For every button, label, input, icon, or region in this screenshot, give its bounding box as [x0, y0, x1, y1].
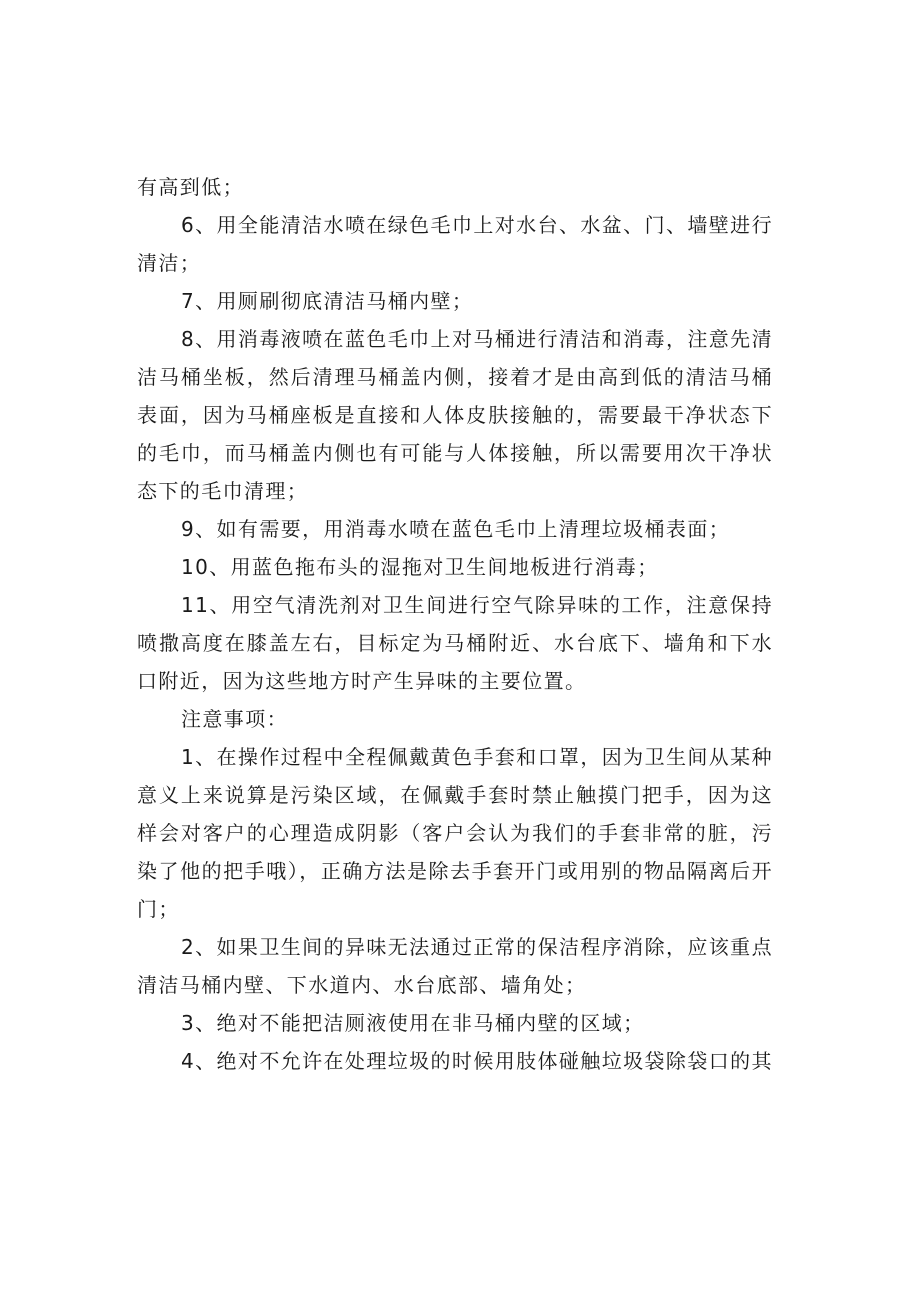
note-3: 3、绝对不能把洁厕液使用在非马桶内壁的区域；	[181, 1011, 645, 1035]
step-6: 6、用全能清洁水喷在绿色毛巾上对水台、水盆、门、墙壁进行清洁；	[137, 213, 773, 275]
step-9: 9、如有需要，用消毒水喷在蓝色毛巾上清理垃圾桶表面；	[181, 517, 731, 541]
step-11: 11、用空气清洗剂对卫生间进行空气除异味的工作，注意保持喷撒高度在膝盖左右，目标定为马桶附近、水台底下、墙角和下水口附近，因为这些地方时产生异味的主要位置。	[137, 593, 773, 693]
step-7: 7、用厕刷彻底清洁马桶内壁；	[181, 289, 474, 313]
document-body	[137, 168, 773, 1080]
continuation-line: 有高到低；	[137, 175, 244, 199]
step-8: 8、用消毒液喷在蓝色毛巾上对马桶进行清洁和消毒，注意先清洁马桶坐板，然后清理马桶盖内侧，接着才是由高到低的清洁马桶表面，因为马桶座板是直接和人体皮肤接触的，需要最干净状态下的毛巾，而马桶盖内侧也有可能与人体接触，所以需要用次干净状态下的毛巾清理；	[137, 327, 773, 503]
step-10: 10、用蓝色拖布头的湿拖对卫生间地板进行消毒；	[181, 555, 659, 579]
note-1: 1、在操作过程中全程佩戴黄色手套和口罩，因为卫生间从某种意义上来说算是污染区域，在佩戴手套时禁止触摸门把手，因为这样会对客户的心理造成阴影（客户会认为我们的手套非常的脏，污染了他的把手哦），正确方法是除去手套开门或用别的物品隔离后开门；	[137, 745, 773, 921]
note-4: 4、绝对不允许在处理垃圾的时候用肢体碰触垃圾袋除袋口的其	[181, 1049, 773, 1073]
notes-heading: 注意事项：	[181, 707, 288, 731]
note-2: 2、如果卫生间的异味无法通过正常的保洁程序消除，应该重点清洁马桶内壁、下水道内、水台底部、墙角处；	[137, 935, 773, 997]
